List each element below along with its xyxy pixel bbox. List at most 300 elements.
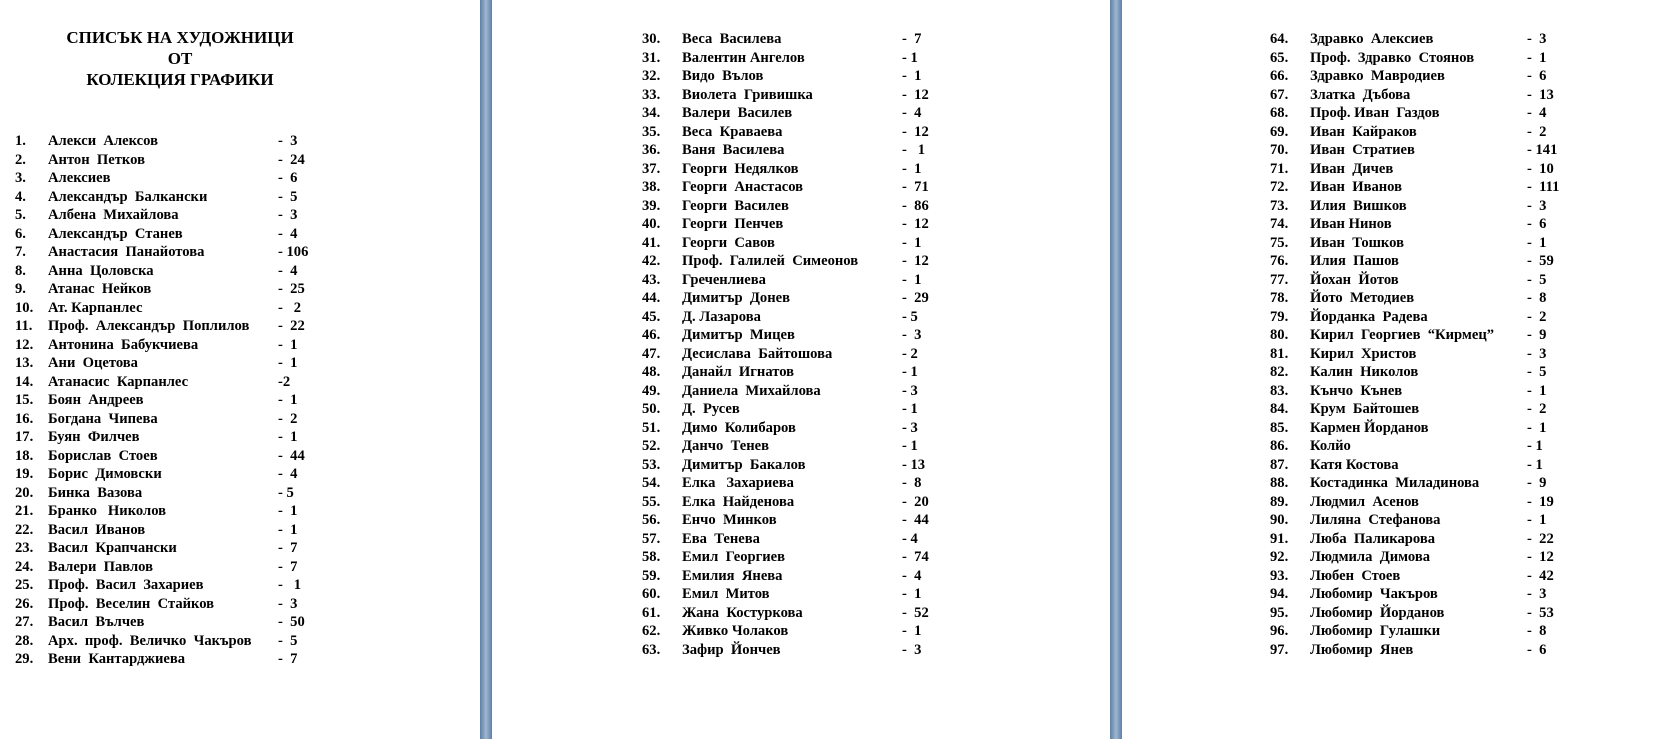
artist-number: 85. (1270, 419, 1289, 436)
artwork-count: - 3 (902, 382, 918, 399)
artwork-count: - 22 (278, 318, 305, 334)
artist-number: 89. (1270, 493, 1289, 510)
artwork-count: - 1 (1527, 438, 1543, 454)
artwork-count: - 1 (902, 234, 922, 251)
artist-number: 56. (642, 512, 661, 528)
artist-number: 94. (1270, 586, 1289, 602)
artist-number: 14. (15, 373, 34, 390)
artist-row (0, 317, 480, 336)
artist-row (1122, 86, 1666, 105)
artist-name: Бинка Вазова (48, 484, 143, 501)
artist-number: 61. (642, 604, 661, 621)
artist-number: 12. (15, 336, 34, 353)
artist-number: 9. (15, 281, 26, 297)
artist-number: 19. (15, 466, 34, 482)
artist-name: Димитър Донев (682, 290, 790, 306)
artist-number: 78. (1270, 290, 1289, 306)
artist-number: 30. (642, 31, 661, 47)
artist-name: Любомир Йорданов (1310, 604, 1445, 621)
artist-name: Колйо (1310, 438, 1351, 454)
artist-row (492, 345, 1110, 364)
artist-name: Иван Дичев (1310, 160, 1394, 177)
artist-number: 20. (15, 484, 34, 501)
artist-name: Боян Андреев (48, 392, 144, 408)
artwork-count: - 1 (902, 438, 918, 454)
artist-name: Иван Нинов (1310, 216, 1392, 232)
artist-name: Проф. Веселин Стайков (48, 595, 215, 612)
artist-name: Анна Цоловска (48, 262, 154, 279)
artist-name: Елка Найденова (682, 493, 795, 510)
artist-name: Емилия Янева (682, 567, 783, 584)
artist-row (1122, 271, 1666, 290)
artist-row (1122, 326, 1666, 345)
artist-row (1122, 252, 1666, 271)
artist-number: 64. (1270, 31, 1289, 47)
artwork-count: - 42 (1527, 567, 1554, 584)
artist-row (1122, 30, 1666, 49)
artist-name: Алекси Алексов (48, 133, 158, 149)
artwork-count: - 22 (1527, 530, 1554, 547)
artwork-count: - 5 (1527, 364, 1547, 380)
artist-row (1122, 308, 1666, 327)
artist-number: 49. (642, 382, 661, 399)
artist-row (1122, 456, 1666, 475)
artist-number: 87. (1270, 456, 1289, 473)
artist-name: Людмила Димова (1310, 549, 1431, 565)
artist-row (492, 197, 1110, 216)
artwork-count: - 4 (1527, 105, 1547, 121)
artist-name: Ева Тенева (682, 530, 760, 547)
artist-number: 43. (642, 271, 661, 288)
artist-name: Кармен Йорданов (1310, 419, 1429, 436)
artwork-count: - 2 (1527, 123, 1547, 140)
artist-name: Любен Стоев (1310, 567, 1401, 584)
artist-number: 21. (15, 503, 34, 519)
artwork-count: - 3 (902, 327, 922, 343)
artist-number: 55. (642, 493, 661, 510)
artist-number: 6. (15, 225, 26, 242)
artist-name: Зафир Йончев (682, 641, 781, 658)
artist-row (1122, 345, 1666, 364)
artist-row (0, 447, 480, 466)
artist-name: Любомир Чакъров (1310, 586, 1438, 602)
artist-name: Иван Иванов (1310, 179, 1402, 195)
artwork-count: - 1 (1527, 49, 1547, 66)
artist-name: Йохан Йотов (1310, 271, 1399, 288)
artwork-count: - 1 (902, 271, 922, 288)
artist-number: 25. (15, 577, 34, 593)
artist-name: Здравко Мавродиев (1310, 68, 1445, 84)
artwork-count: - 12 (902, 216, 929, 232)
artwork-count: - 141 (1527, 142, 1558, 158)
artwork-count: - 2 (278, 410, 298, 427)
artist-row (1122, 160, 1666, 179)
artist-row (1122, 419, 1666, 438)
artist-row (1122, 104, 1666, 123)
artist-number: 58. (642, 549, 661, 565)
artist-number: 79. (1270, 308, 1289, 325)
artist-number: 26. (15, 595, 34, 612)
artwork-count: - 71 (902, 179, 929, 195)
artist-name: Емил Георгиев (682, 549, 786, 565)
artwork-count: - 3 (902, 641, 922, 658)
artwork-count: - 1 (1527, 419, 1547, 436)
artist-row (492, 160, 1110, 179)
artist-number: 95. (1270, 604, 1289, 621)
artist-number: 16. (15, 410, 34, 427)
artist-row (492, 363, 1110, 382)
artwork-count: - 1 (278, 521, 298, 538)
artist-name: Иван Тошков (1310, 234, 1404, 251)
artwork-count: - 13 (902, 456, 926, 473)
artwork-count: - 20 (902, 493, 929, 510)
page-gutter (1110, 0, 1122, 739)
artwork-count: - 12 (902, 86, 929, 103)
artist-name: Димитър Мицев (682, 327, 795, 343)
artist-number: 27. (15, 614, 34, 630)
artist-number: 22. (15, 521, 34, 538)
artist-name: Анастасия Панайотова (48, 244, 205, 260)
artwork-count: - 5 (278, 632, 298, 649)
artist-number: 96. (1270, 623, 1289, 639)
artwork-count: - 10 (1527, 160, 1554, 177)
artist-name: Атанасис Карпанлес (48, 373, 189, 390)
artist-row (0, 354, 480, 373)
artist-number: 13. (15, 355, 34, 371)
artist-row (492, 49, 1110, 68)
artwork-count: - 1 (902, 160, 922, 177)
artist-row (0, 465, 480, 484)
artist-name: Людмил Асенов (1310, 493, 1419, 510)
artist-number: 42. (642, 253, 661, 269)
artist-name: Елка Захариева (682, 475, 794, 491)
artwork-count: - 1 (278, 429, 298, 445)
artist-row (1122, 363, 1666, 382)
artwork-count: - 5 (902, 308, 918, 325)
artist-name: Арх. проф. Величко Чакъров (48, 632, 252, 649)
document-title-line-2: ОТ (167, 49, 193, 68)
artist-number: 8. (15, 262, 26, 279)
artwork-count: - 1 (902, 586, 922, 602)
artist-number: 77. (1270, 271, 1289, 288)
artwork-count: - 1 (902, 364, 918, 380)
artist-name: Васил Крапчански (48, 540, 177, 556)
artist-number: 80. (1270, 327, 1289, 343)
artist-number: 39. (642, 197, 661, 214)
artist-number: 53. (642, 456, 661, 473)
artist-row (492, 437, 1110, 456)
artist-name: Кирил Георгиев “Кирмец” (1310, 327, 1495, 343)
artist-number: 71. (1270, 160, 1289, 177)
artist-number: 1. (15, 133, 26, 149)
artist-name: Александър Станев (48, 225, 183, 242)
artist-row (492, 622, 1110, 641)
artwork-count: - 1 (1527, 234, 1547, 251)
artwork-count: - 9 (1527, 327, 1547, 343)
artwork-count: - 1 (902, 68, 922, 84)
artwork-count: - 3 (1527, 31, 1547, 47)
artist-number: 24. (15, 558, 34, 575)
artwork-count: - 1 (278, 503, 298, 519)
artwork-count: - 4 (278, 262, 298, 279)
artwork-count: - 2 (278, 299, 302, 316)
artist-number: 7. (15, 244, 26, 260)
artwork-count: -2 (278, 373, 291, 390)
artist-name: Ат. Карпанлес (48, 299, 143, 316)
artwork-count: - 1 (278, 355, 298, 371)
artist-name: Ваня Василева (682, 142, 785, 158)
artist-number: 35. (642, 123, 661, 140)
artist-row (0, 410, 480, 429)
artwork-count: - 5 (278, 484, 294, 501)
artist-row (0, 484, 480, 503)
artist-name: Проф. Иван Газдов (1310, 105, 1440, 121)
artist-name: Антон Петков (48, 151, 145, 168)
artist-number: 92. (1270, 549, 1289, 565)
artist-number: 2. (15, 151, 26, 168)
artist-row (1122, 141, 1666, 160)
artist-number: 86. (1270, 438, 1289, 454)
artist-number: 69. (1270, 123, 1289, 140)
document-page-2 (492, 0, 1110, 739)
artist-name: Данчо Тенев (682, 438, 769, 454)
artist-row (1122, 548, 1666, 567)
artwork-count: - 25 (278, 281, 305, 297)
artist-name: Димитър Бакалов (682, 456, 806, 473)
artwork-count: - 4 (902, 567, 922, 584)
artist-name: Вени Кантарджиева (48, 651, 186, 667)
artist-row (492, 585, 1110, 604)
artwork-count: - 1 (1527, 456, 1543, 473)
artist-row (492, 215, 1110, 234)
artist-number: 59. (642, 567, 661, 584)
artist-name: Златка Дъбова (1310, 86, 1411, 103)
document-title-line-1: СПИСЪК НА ХУДОЖНИЦИ (66, 28, 294, 47)
artist-row (1122, 474, 1666, 493)
artist-row (0, 243, 480, 262)
artist-row (0, 391, 480, 410)
artist-name: Георги Анастасов (682, 179, 804, 195)
artist-name: Кирил Христов (1310, 345, 1417, 362)
artist-row (0, 502, 480, 521)
artist-row (492, 493, 1110, 512)
artist-name: Веса Краваева (682, 123, 783, 140)
artist-row (492, 456, 1110, 475)
artwork-count: - 5 (278, 188, 298, 205)
artist-row (492, 178, 1110, 197)
artist-row (492, 567, 1110, 586)
artwork-count: - 1 (902, 49, 918, 66)
artwork-count: - 3 (1527, 197, 1547, 214)
artwork-count: - 3 (1527, 345, 1547, 362)
artist-row (492, 308, 1110, 327)
artist-name: Катя Костова (1310, 456, 1399, 473)
artist-number: 33. (642, 86, 661, 103)
artwork-count: - 3 (278, 207, 298, 223)
artist-number: 17. (15, 429, 34, 445)
page-gutter (480, 0, 492, 739)
artwork-count: - 4 (902, 530, 918, 547)
artist-number: 93. (1270, 567, 1289, 584)
artist-number: 50. (642, 401, 661, 417)
artwork-count: - 1 (278, 336, 298, 353)
artist-number: 41. (642, 234, 661, 251)
artist-name: Греченлиева (682, 271, 766, 288)
artist-row (0, 280, 480, 299)
artist-row (492, 123, 1110, 142)
artist-row (492, 604, 1110, 623)
artwork-count: - 6 (1527, 641, 1547, 658)
artwork-count: - 53 (1527, 604, 1554, 621)
artwork-count: - 1 (1527, 512, 1547, 528)
artwork-count: - 44 (902, 512, 929, 528)
artwork-count: - 7 (902, 31, 922, 47)
artwork-count: - 1 (278, 392, 298, 408)
artist-name: Борис Димовски (48, 466, 162, 482)
artwork-count: - 3 (278, 595, 298, 612)
artist-row (0, 595, 480, 614)
artist-name: Живко Чолаков (682, 623, 789, 639)
artist-name: Георги Пенчев (682, 216, 784, 232)
artist-number: 88. (1270, 475, 1289, 491)
artist-row (492, 86, 1110, 105)
artist-number: 90. (1270, 512, 1289, 528)
artist-name: Калин Николов (1310, 364, 1419, 380)
artist-number: 84. (1270, 401, 1289, 417)
artist-row (0, 206, 480, 225)
artist-row (1122, 123, 1666, 142)
artist-number: 37. (642, 160, 661, 177)
artist-name: Илия Вишков (1310, 197, 1407, 214)
artist-number: 82. (1270, 364, 1289, 380)
artist-number: 66. (1270, 68, 1289, 84)
artist-row (0, 539, 480, 558)
artist-number: 97. (1270, 641, 1289, 658)
artist-number: 73. (1270, 197, 1289, 214)
artist-name: Проф. Галилей Симеонов (682, 253, 859, 269)
artist-name: Буян Филчев (48, 429, 140, 445)
artist-row (1122, 567, 1666, 586)
artist-name: Проф. Васил Захариев (48, 577, 204, 593)
artist-number: 54. (642, 475, 661, 491)
artist-name: Георги Недялков (682, 160, 799, 177)
artist-row (0, 650, 480, 669)
artist-row (0, 262, 480, 281)
artist-number: 11. (15, 318, 33, 334)
artist-name: Лиляна Стефанова (1310, 512, 1441, 528)
artist-row (1122, 289, 1666, 308)
artist-number: 45. (642, 308, 661, 325)
artist-name: Богдана Чипева (48, 410, 158, 427)
document-page-1 (0, 0, 480, 739)
artist-row (492, 641, 1110, 660)
artist-row (1122, 382, 1666, 401)
artist-row (0, 132, 480, 151)
artist-row (0, 373, 480, 392)
artist-name: Виолета Гривишка (682, 86, 813, 103)
artwork-count: - 29 (902, 290, 929, 306)
artwork-count: - 8 (1527, 623, 1547, 639)
artist-name: Д. Русев (682, 401, 740, 417)
artist-name: Валери Павлов (48, 558, 153, 575)
artist-name: Илия Пашов (1310, 253, 1399, 269)
artist-number: 34. (642, 105, 661, 121)
artist-name: Емил Митов (682, 586, 770, 602)
artist-row (1122, 437, 1666, 456)
artwork-count: - 2 (902, 345, 918, 362)
artist-number: 65. (1270, 49, 1289, 66)
artist-name: Георги Савов (682, 234, 775, 251)
artist-number: 57. (642, 530, 661, 547)
artist-name: Антонина Бабукчиева (48, 336, 199, 353)
artist-row (492, 141, 1110, 160)
artist-number: 40. (642, 216, 661, 232)
artist-row (492, 400, 1110, 419)
artist-name: Васил Иванов (48, 521, 146, 538)
artwork-count: - 7 (278, 540, 298, 556)
artist-number: 28. (15, 632, 34, 649)
artist-row (0, 299, 480, 318)
artwork-count: - 3 (902, 419, 918, 436)
artist-row (0, 169, 480, 188)
artist-name: Васил Вълчев (48, 614, 145, 630)
artist-number: 81. (1270, 345, 1289, 362)
artwork-count: - 12 (902, 253, 929, 269)
artist-number: 51. (642, 419, 661, 436)
artist-name: Десислава Байтошова (682, 345, 833, 362)
artist-row (1122, 530, 1666, 549)
artist-name: Георги Василев (682, 197, 789, 214)
artist-number: 18. (15, 447, 34, 464)
artist-name: Видо Вълов (682, 68, 764, 84)
artist-row (0, 632, 480, 651)
artist-number: 72. (1270, 179, 1289, 195)
artwork-count: - 1 (902, 401, 918, 417)
artist-row (492, 511, 1110, 530)
artist-name: Алексиев (48, 170, 111, 186)
artist-number: 31. (642, 49, 661, 66)
artist-name: Д. Лазарова (682, 308, 761, 325)
artist-number: 67. (1270, 86, 1289, 103)
artist-name: Проф. Александър Поплилов (48, 318, 250, 334)
artwork-count: - 2 (1527, 308, 1547, 325)
artist-row (492, 67, 1110, 86)
artist-number: 10. (15, 299, 34, 316)
artist-name: Иван Кайраков (1310, 123, 1417, 140)
artwork-count: - 1 (902, 623, 922, 639)
artist-number: 36. (642, 142, 661, 158)
artist-number: 76. (1270, 253, 1289, 269)
artwork-count: - 13 (1527, 86, 1554, 103)
artist-number: 63. (642, 641, 661, 658)
artist-number: 47. (642, 345, 661, 362)
artist-name: Бранко Николов (48, 503, 167, 519)
artist-row (0, 225, 480, 244)
artwork-count: - 6 (1527, 216, 1547, 232)
artwork-count: - 8 (1527, 290, 1547, 306)
artwork-count: - 52 (902, 604, 929, 621)
artwork-count: - 24 (278, 151, 305, 168)
artwork-count: - 12 (1527, 549, 1554, 565)
artist-row (1122, 493, 1666, 512)
artist-name: Данайл Игнатов (682, 364, 795, 380)
artwork-count: - 1 (1527, 382, 1547, 399)
artist-name: Люба Паликарова (1310, 530, 1436, 547)
artist-row (492, 271, 1110, 290)
artist-name: Ани Оцетова (48, 355, 138, 371)
artist-name: Атанас Нейков (48, 281, 152, 297)
artwork-count: - 6 (1527, 68, 1547, 84)
